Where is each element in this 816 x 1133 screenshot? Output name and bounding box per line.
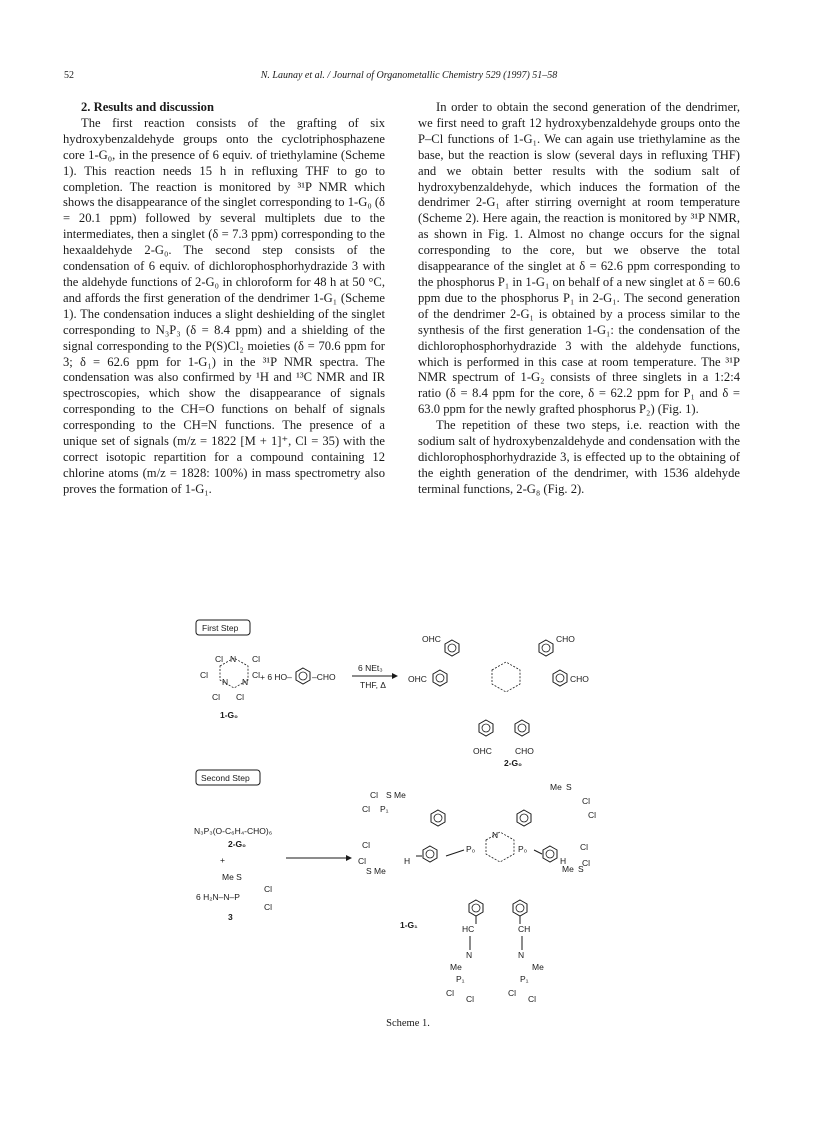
svg-text:N: N	[230, 654, 237, 664]
svg-text:Cl: Cl	[362, 804, 371, 814]
svg-text:S: S	[386, 790, 392, 800]
svg-text:N: N	[518, 950, 525, 960]
svg-text:CH: CH	[518, 924, 531, 934]
svg-text:Cl: Cl	[252, 654, 261, 664]
svg-text:P₀: P₀	[466, 844, 476, 854]
svg-text:Cl: Cl	[236, 692, 245, 702]
svg-text:Me: Me	[394, 790, 406, 800]
svg-text:Cl: Cl	[446, 988, 455, 998]
svg-text:Me S: Me S	[222, 872, 242, 882]
first-step-label: First Step	[202, 623, 239, 633]
svg-text:OHC: OHC	[422, 634, 441, 644]
svg-text:P₀: P₀	[518, 844, 528, 854]
first-step-box	[196, 620, 250, 635]
page-header	[64, 70, 754, 86]
svg-text:N₃P₃(O-C₆H₄-CHO)₆: N₃P₃(O-C₆H₄-CHO)₆	[194, 826, 273, 836]
svg-text:6 H₂N–N–P: 6 H₂N–N–P	[196, 892, 240, 902]
svg-text:S: S	[366, 866, 372, 876]
svg-text:Cl: Cl	[588, 810, 597, 820]
svg-text:H: H	[404, 856, 411, 866]
compound-1-g0	[200, 654, 260, 720]
svg-text:P₁: P₁	[520, 974, 529, 984]
svg-text:THF, Δ: THF, Δ	[360, 680, 386, 690]
svg-text:CHO: CHO	[570, 674, 589, 684]
second-step-box	[196, 770, 260, 785]
svg-text:Cl: Cl	[264, 902, 273, 912]
svg-text:2-G₀: 2-G₀	[228, 839, 247, 849]
svg-text:Me: Me	[562, 864, 574, 874]
svg-text:CHO: CHO	[556, 634, 575, 644]
svg-text:Cl: Cl	[212, 692, 221, 702]
reaction-arrow-1	[352, 663, 398, 690]
svg-text:Cl: Cl	[582, 796, 591, 806]
scheme-caption: Scheme 1.	[386, 1018, 430, 1029]
section-heading: 2. Results and discussion	[81, 100, 214, 114]
svg-text:Cl: Cl	[200, 670, 209, 680]
svg-text:Me: Me	[550, 782, 562, 792]
label-1-g1: 1-G₁	[400, 920, 418, 930]
right-column	[418, 100, 740, 498]
svg-text:HC: HC	[462, 924, 475, 934]
running-head: N. Launay et al. / Journal of Organometallic Chemistry 529 (1997) 51–58	[260, 70, 558, 81]
second-step-label: Second Step	[201, 773, 250, 783]
svg-text:Cl: Cl	[508, 988, 517, 998]
svg-text:Cl: Cl	[580, 842, 589, 852]
svg-text:–CHO: –CHO	[312, 672, 336, 682]
svg-text:S: S	[566, 782, 572, 792]
svg-text:Cl: Cl	[466, 994, 475, 1004]
svg-text:Me: Me	[532, 962, 544, 972]
right-paragraph-2: The repetition of these two steps, i.e. reaction with the sodium salt of hydroxybenzaldehyde and condensation with the dichlorophosphorhydrazide 3, is effected up to the obtaining of the eighth generation of the dendrimer, with 1536 aldehyde terminal functions, 2-G₈ (Fig. 2).	[418, 418, 740, 496]
svg-text:OHC: OHC	[408, 674, 427, 684]
svg-text:N: N	[222, 677, 229, 687]
label-1-g0: 1-G₀	[220, 710, 239, 720]
reaction-arrow-2	[286, 855, 352, 861]
svg-text:P₁: P₁	[380, 804, 389, 814]
svg-text:6 NEt₃: 6 NEt₃	[358, 663, 383, 673]
svg-text:S: S	[578, 864, 584, 874]
compound-2-g0	[408, 634, 589, 768]
reagent-hydroxybenzaldehyde	[260, 668, 336, 684]
svg-text:Cl: Cl	[215, 654, 224, 664]
right-paragraph-1: In order to obtain the second generation of the dendrimer, we first need to graft 12 hydroxybenzaldehyde groups onto the P–Cl functions of 1-G₁. We can again use triethylamine as the base, but the reaction is slow (several days in refluxing THF) and we obtain better results with the sodium salt of hydroxybenzaldehyde, which induces the formation of the dendrimer 2-G₁ after stirring overnight at room temperature (Scheme 2). Here again, the reaction is monitored by ³¹P NMR, as shown in Fig. 1. Almost no change occurs for the signal corresponding to the core, but we observe the total disappearance of the singlet at δ = 62.6 ppm corresponding to the phosphorus P₁ in 1-G₁ on behalf of a new singlet at δ = 60.6 ppm due to the phosphorus P₁ in 2-G₁. The second generation of the dendrimer 2-G₁ is obtained by a process similar to the synthesis of the first generation 1-G₁: the condensation of the dichlorophosphorhydrazide 3 with the aldehyde functions, which is performed in this case at room temperature. The ³¹P NMR spectrum of 1-G₂ consists of three singlets in a 1:2:4 ratio (δ = 8.4 ppm for the core, δ = 62.2 ppm for P₁ and δ = 63.0 ppm for the newly grafted phosphorus P₂) (Fig. 1).	[418, 100, 740, 417]
svg-text:Cl: Cl	[264, 884, 273, 894]
svg-text:Cl: Cl	[252, 670, 261, 680]
svg-text:Cl: Cl	[362, 840, 371, 850]
svg-text:H: H	[560, 856, 567, 866]
compound-1-g1	[358, 782, 596, 1004]
svg-text:N: N	[242, 677, 249, 687]
left-column	[63, 100, 385, 498]
svg-text:N: N	[492, 830, 499, 840]
svg-text:Cl: Cl	[358, 856, 367, 866]
svg-text:P₁: P₁	[456, 974, 465, 984]
scheme-1-figure	[190, 618, 630, 1010]
page-number: 52	[64, 70, 74, 81]
svg-text:3: 3	[228, 912, 233, 922]
svg-text:CHO: CHO	[515, 746, 534, 756]
svg-text:Me: Me	[374, 866, 386, 876]
left-paragraph-1: The first reaction consists of the grafting of six hydroxybenzaldehyde groups onto the cyclotriphosphazene core 1-G₀, in the presence of 6 equiv. of triethylamine (Scheme 1). This reaction needs 15 h in refluxing THF to go to completion. The reaction is monitored by ³¹P NMR which shows the disappearance of the singlet corresponding to 1-G₀ (δ = 20.1 ppm) followed by several multiplets due to the intermediates, then a singlet (δ = 7.3 ppm) corresponding to the hexaaldehyde 2-G₀. The second step consists of the condensation of 6 equiv. of dichlorophosphorhydrazide 3 with the aldehyde functions of 2-G₀ in chloroform for 48 h at 50 °C, and affords the first generation of the dendrimer 1-G₁ (Scheme 1). The condensation induces a slight deshielding of the singlet corresponding to N₃P₃ (δ = 8.4 ppm) and a shielding of the signal corresponding to the P(S)Cl₂ moieties (δ = 70.6 ppm for 3; δ = 62.6 ppm for 1-G₁) in the ³¹P NMR spectra. The condensation was also confirmed by ¹H and ¹³C NMR and IR spectroscopies, which show the disappearance of signals corresponding to the CH=O functions on behalf of signals corresponding to the CH=N functions. The presence of a unique set of signals (m/z = 1822 [M + 1]⁺, Cl = 35) with the correct isotopic repartition for a compound containing 12 chlorine atoms (m/z = 1828: 100%) in mass spectrometry also proves the formation of 1-G₁.	[63, 115, 385, 496]
svg-text:+ 6 HO–: + 6 HO–	[260, 672, 292, 682]
svg-text:+: +	[220, 855, 225, 865]
second-step-reactants	[194, 826, 272, 922]
svg-text:Cl: Cl	[582, 858, 591, 868]
svg-text:OHC: OHC	[473, 746, 492, 756]
label-2-g0: 2-G₀	[504, 758, 523, 768]
svg-text:Cl: Cl	[528, 994, 537, 1004]
svg-text:N: N	[466, 950, 473, 960]
svg-text:Me: Me	[450, 962, 462, 972]
svg-text:Cl: Cl	[370, 790, 379, 800]
